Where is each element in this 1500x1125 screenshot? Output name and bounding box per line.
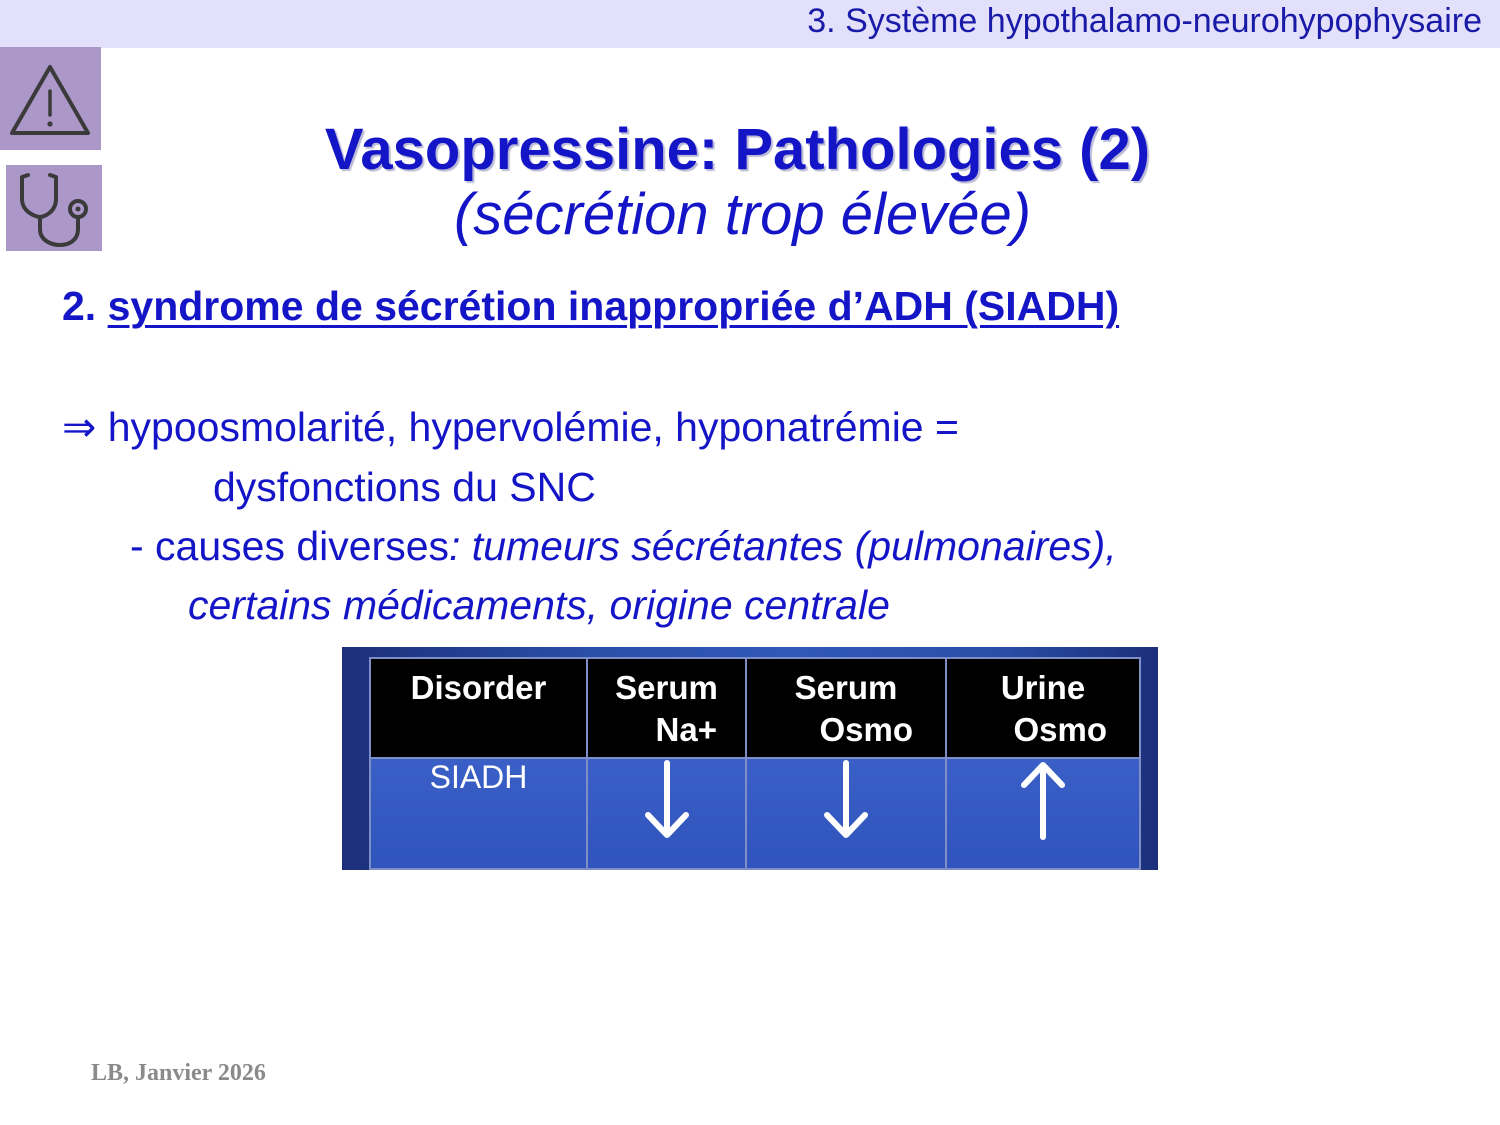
header-band	[0, 0, 1500, 48]
causes-detail: : tumeurs sécrétantes (pulmonaires),	[449, 523, 1117, 569]
bullet-line-4: certains médicaments, origine centrale	[188, 582, 890, 628]
cell-serum-osmo	[746, 758, 946, 869]
cell-urine-osmo	[946, 758, 1140, 869]
siadh-table	[369, 657, 1141, 870]
column-header-serum-na: Serum Na+	[587, 658, 746, 758]
section-header-title: 3. Système hypothalamo-neurohypophysaire	[807, 2, 1482, 40]
column-header-serum-osmo: Serum Osmo	[746, 658, 946, 758]
causes-prefix: - causes diverses	[130, 523, 450, 569]
cell-disorder: SIADH	[370, 758, 587, 869]
section-number: 2.	[62, 283, 97, 329]
siadh-table-image	[342, 647, 1158, 870]
arrow-down-icon	[642, 759, 692, 841]
arrow-up-icon	[1018, 759, 1068, 841]
bullet-line-1: ⇒ hypoosmolarité, hypervolémie, hyponatrémie =	[62, 404, 959, 450]
arrow-down-icon	[821, 759, 871, 841]
footer-credit: LB, Janvier 2026	[91, 1060, 266, 1086]
slide-title: Vasopressine: Pathologies (2)	[324, 117, 1151, 182]
column-header-urine-osmo: Urine Osmo	[946, 658, 1140, 758]
slide-subtitle: (sécrétion trop élevée)	[453, 182, 1032, 247]
bullet-line-2: dysfonctions du SNC	[213, 464, 596, 510]
cell-serum-na	[587, 758, 746, 869]
column-header-disorder: Disorder	[370, 658, 587, 758]
bullet-line-3	[130, 521, 1117, 571]
section-label: syndrome de sécrétion inappropriée d’ADH (SIADH)	[107, 283, 1120, 329]
table-header-row	[370, 658, 1140, 758]
section-heading	[62, 282, 1119, 330]
table-row	[370, 758, 1140, 869]
